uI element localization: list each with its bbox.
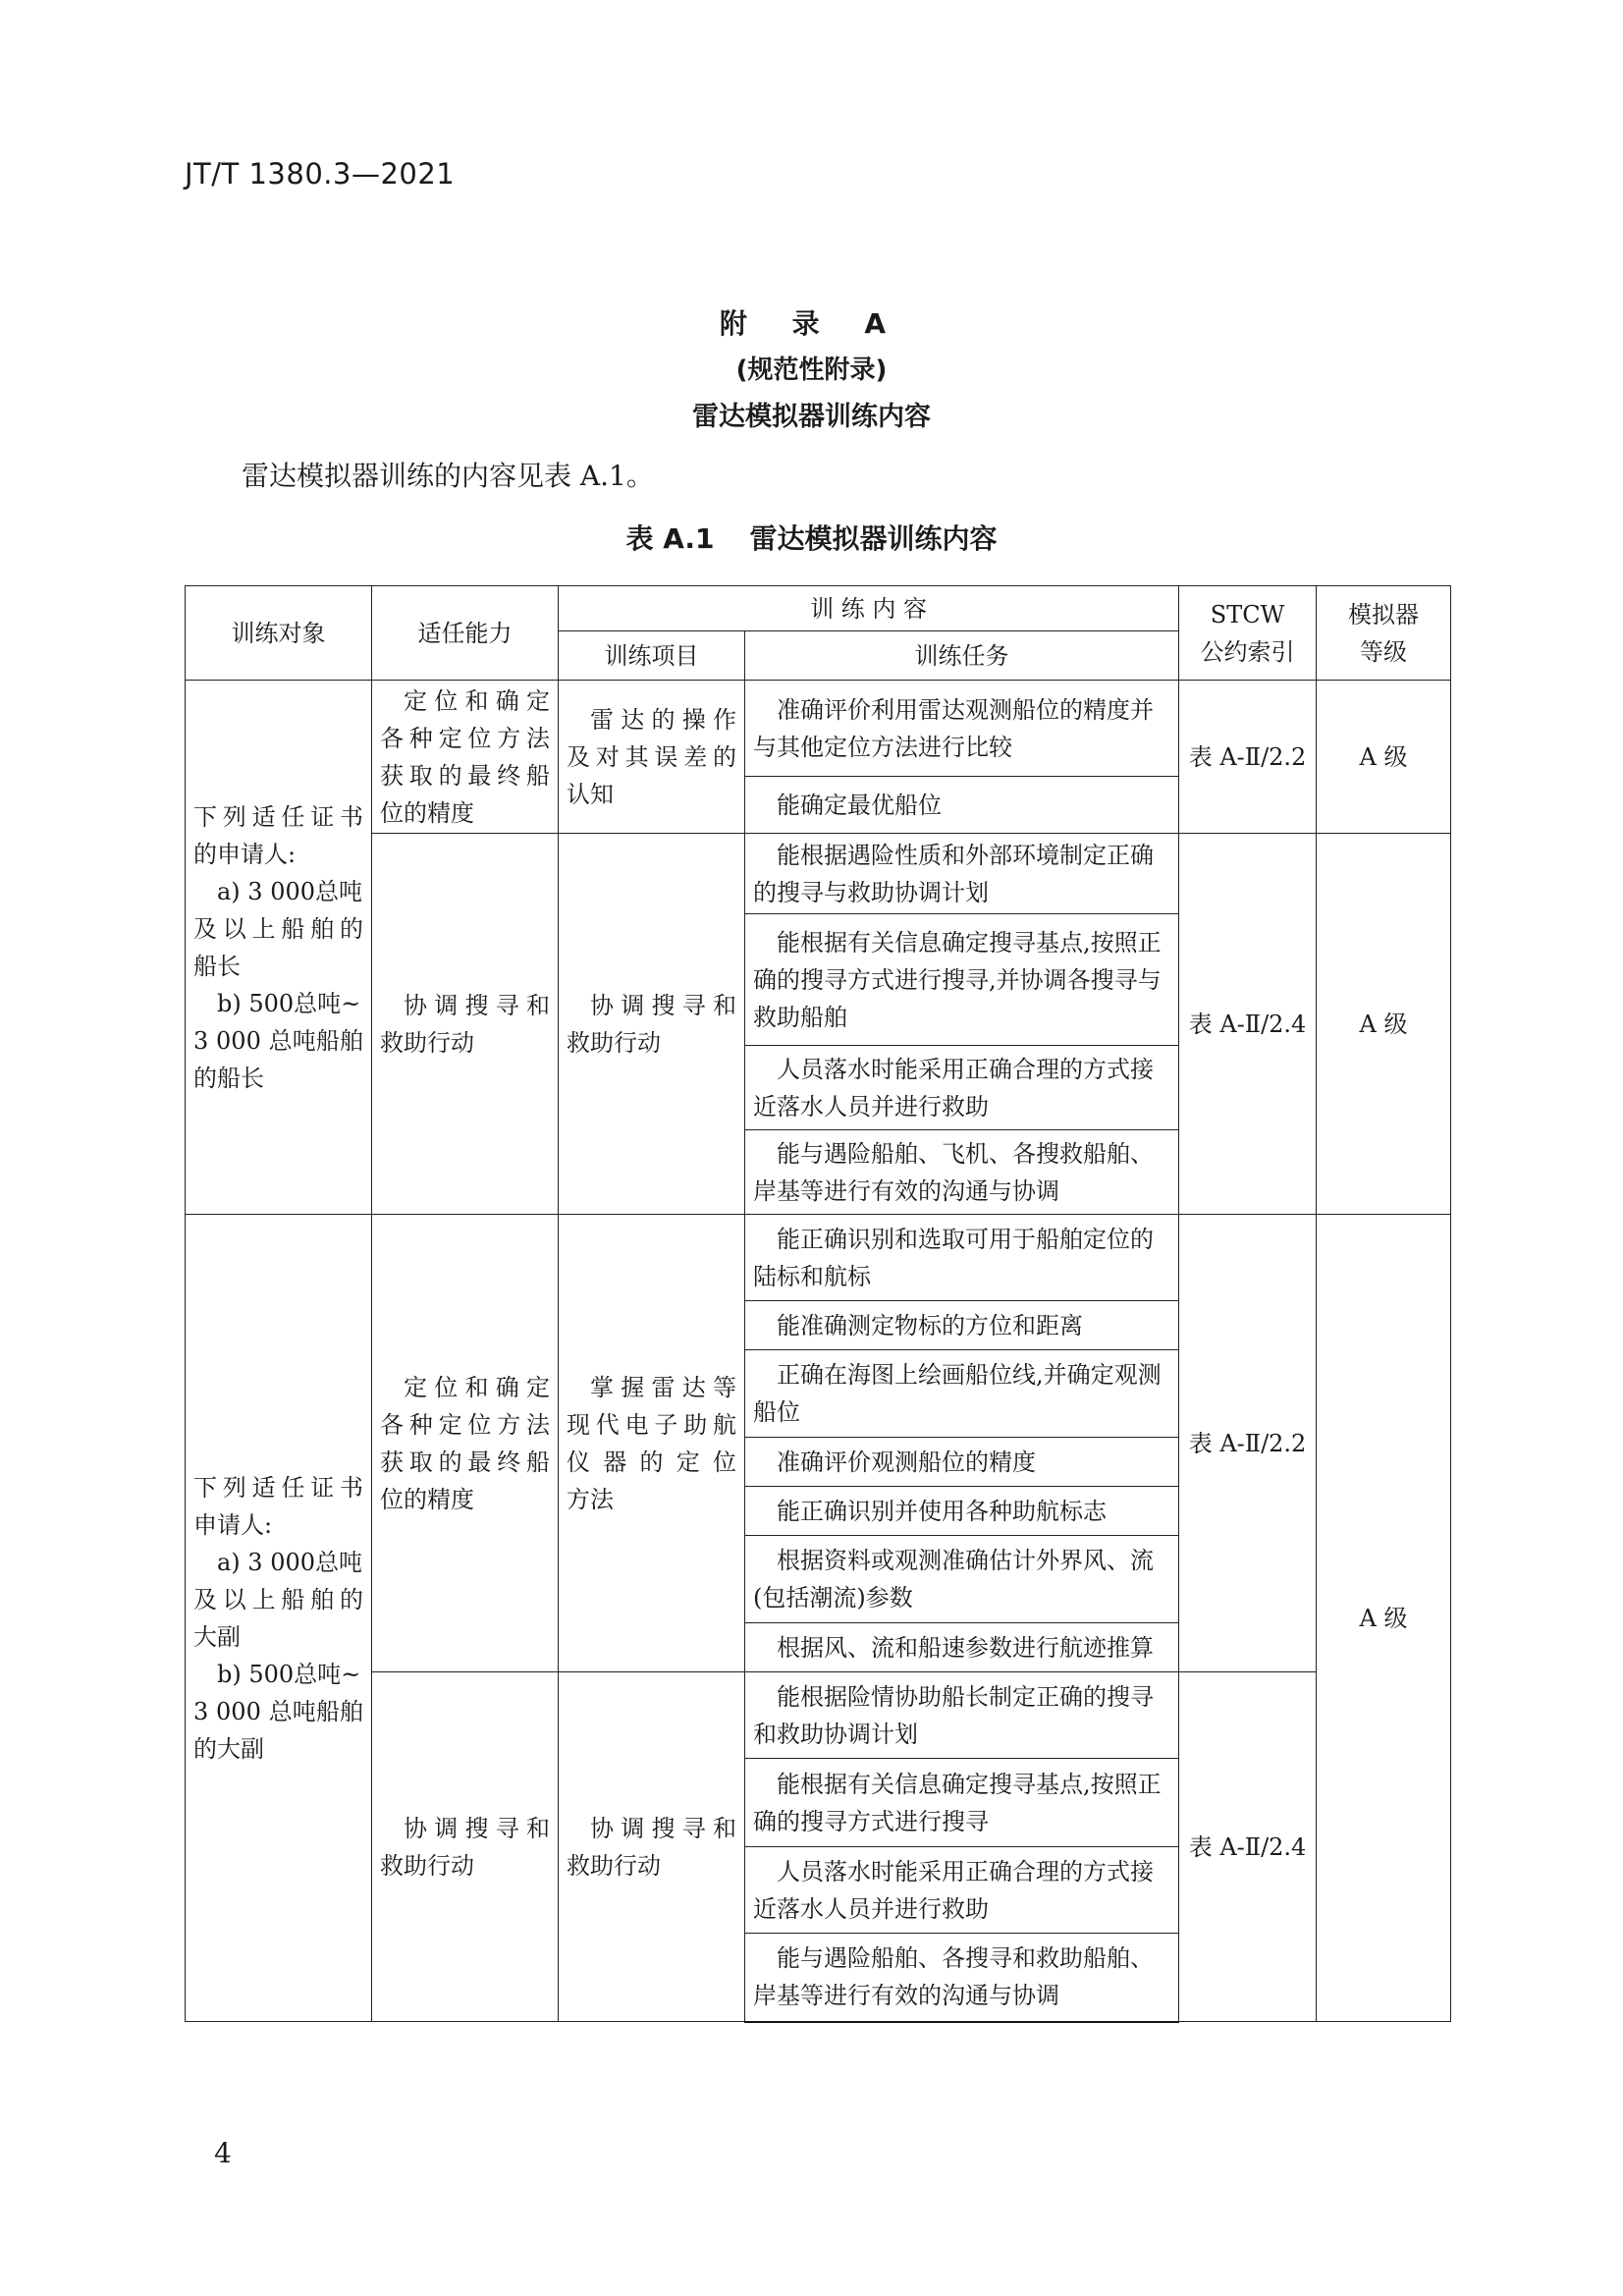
table-caption bbox=[0, 518, 1623, 557]
task-cell: 能与遇险船舶、飞机、各搜救船舶、岸基等进行有效的沟通与协调 bbox=[745, 1130, 1179, 1215]
group1-competence-sar: 协调搜寻和 救助行动 bbox=[372, 834, 559, 1215]
task-cell: 准确评价观测船位的精度 bbox=[745, 1438, 1179, 1487]
task-cell: 能正确识别和选取可用于船舶定位的陆标和航标 bbox=[745, 1215, 1179, 1301]
task-cell: 根据风、流和船速参数进行航迹推算 bbox=[745, 1623, 1179, 1672]
header-stcw: STCW 公约索引 bbox=[1179, 586, 1317, 681]
group1-level-positioning: A 级 bbox=[1317, 681, 1451, 834]
group1-target: 下列适任证书 的申请人: a) 3 000总吨 及以上船舶的 船长 b) 500总吨~ 3 000 总吨船舶 的船长 bbox=[186, 681, 372, 1215]
table-row bbox=[186, 1215, 1451, 1301]
group1-level-sar: A 级 bbox=[1317, 834, 1451, 1215]
table-row bbox=[186, 834, 1451, 914]
group2-stcw-sar: 表 A-Ⅱ/2.4 bbox=[1179, 1672, 1317, 2022]
group2-level: A 级 bbox=[1317, 1215, 1451, 2022]
training-content-table bbox=[185, 585, 1451, 2023]
page-number: 4 bbox=[214, 2137, 232, 2169]
document-code: JT/T 1380.3—2021 bbox=[185, 157, 456, 191]
group2-competence-positioning: 定位和确定 各种定位方法 获取的最终船 位的精度 bbox=[372, 1215, 559, 1672]
appendix-title: 附 录 A bbox=[719, 307, 904, 340]
group1-stcw-positioning: 表 A-Ⅱ/2.2 bbox=[1179, 681, 1317, 834]
task-cell: 能根据遇险性质和外部环境制定正确的搜寻与救助协调计划 bbox=[745, 834, 1179, 914]
header-item: 训练项目 bbox=[559, 631, 745, 681]
task-cell: 能确定最优船位 bbox=[745, 777, 1179, 834]
group1-item-sar: 协调搜寻和 救助行动 bbox=[559, 834, 745, 1215]
group2-competence-sar: 协调搜寻和 救助行动 bbox=[372, 1672, 559, 2022]
task-cell: 能根据有关信息确定搜寻基点,按照正确的搜寻方式进行搜寻 bbox=[745, 1759, 1179, 1847]
table-title: 雷达模拟器训练内容 bbox=[749, 522, 998, 555]
group2-stcw-positioning: 表 A-Ⅱ/2.2 bbox=[1179, 1215, 1317, 1672]
intro-paragraph: 雷达模拟器训练的内容见表 A.1。 bbox=[242, 460, 654, 492]
task-cell: 正确在海图上绘画船位线,并确定观测船位 bbox=[745, 1350, 1179, 1438]
group1-stcw-sar: 表 A-Ⅱ/2.4 bbox=[1179, 834, 1317, 1215]
header-task: 训练任务 bbox=[745, 631, 1179, 681]
header-content: 训 练 内 容 bbox=[559, 586, 1179, 631]
task-cell: 能准确测定物标的方位和距离 bbox=[745, 1301, 1179, 1350]
appendix-type: (规范性附录) bbox=[735, 355, 888, 385]
table-number: 表 A.1 bbox=[625, 522, 715, 555]
appendix-name: 雷达模拟器训练内容 bbox=[692, 402, 931, 432]
header-competence: 适任能力 bbox=[372, 586, 559, 681]
task-cell: 能正确识别并使用各种助航标志 bbox=[745, 1487, 1179, 1536]
group1-competence-positioning: 定位和确定 各种定位方法 获取的最终船 位的精度 bbox=[372, 681, 559, 834]
task-cell: 能根据有关信息确定搜寻基点,按照正确的搜寻方式进行搜寻,并协调各搜寻与救助船舶 bbox=[745, 914, 1179, 1046]
task-cell: 能根据险情协助船长制定正确的搜寻和救助协调计划 bbox=[745, 1672, 1179, 1759]
task-cell: 根据资料或观测准确估计外界风、流(包括潮流)参数 bbox=[745, 1536, 1179, 1623]
group1-item-radar-operation: 雷达的操作 及对其误差的 认知 bbox=[559, 681, 745, 834]
task-cell: 人员落水时能采用正确合理的方式接近落水人员并进行救助 bbox=[745, 1046, 1179, 1130]
task-cell: 人员落水时能采用正确合理的方式接近落水人员并进行救助 bbox=[745, 1847, 1179, 1934]
table-row bbox=[186, 1672, 1451, 1759]
group2-item-sar: 协调搜寻和 救助行动 bbox=[559, 1672, 745, 2022]
task-cell: 能与遇险船舶、各搜寻和救助船舶、岸基等进行有效的沟通与协调 bbox=[745, 1934, 1179, 2022]
table-header-row bbox=[186, 586, 1451, 631]
header-level: 模拟器 等级 bbox=[1317, 586, 1451, 681]
group2-item-electronic-nav: 掌握雷达等 现代电子助航 仪器的定位 方法 bbox=[559, 1215, 745, 1672]
task-cell: 准确评价利用雷达观测船位的精度并与其他定位方法进行比较 bbox=[745, 681, 1179, 777]
table-row bbox=[186, 681, 1451, 777]
group2-target: 下列适任证书 申请人: a) 3 000总吨 及以上船舶的 大副 b) 500总吨~ 3 000 总吨船舶 的大副 bbox=[186, 1215, 372, 2022]
header-target: 训练对象 bbox=[186, 586, 372, 681]
